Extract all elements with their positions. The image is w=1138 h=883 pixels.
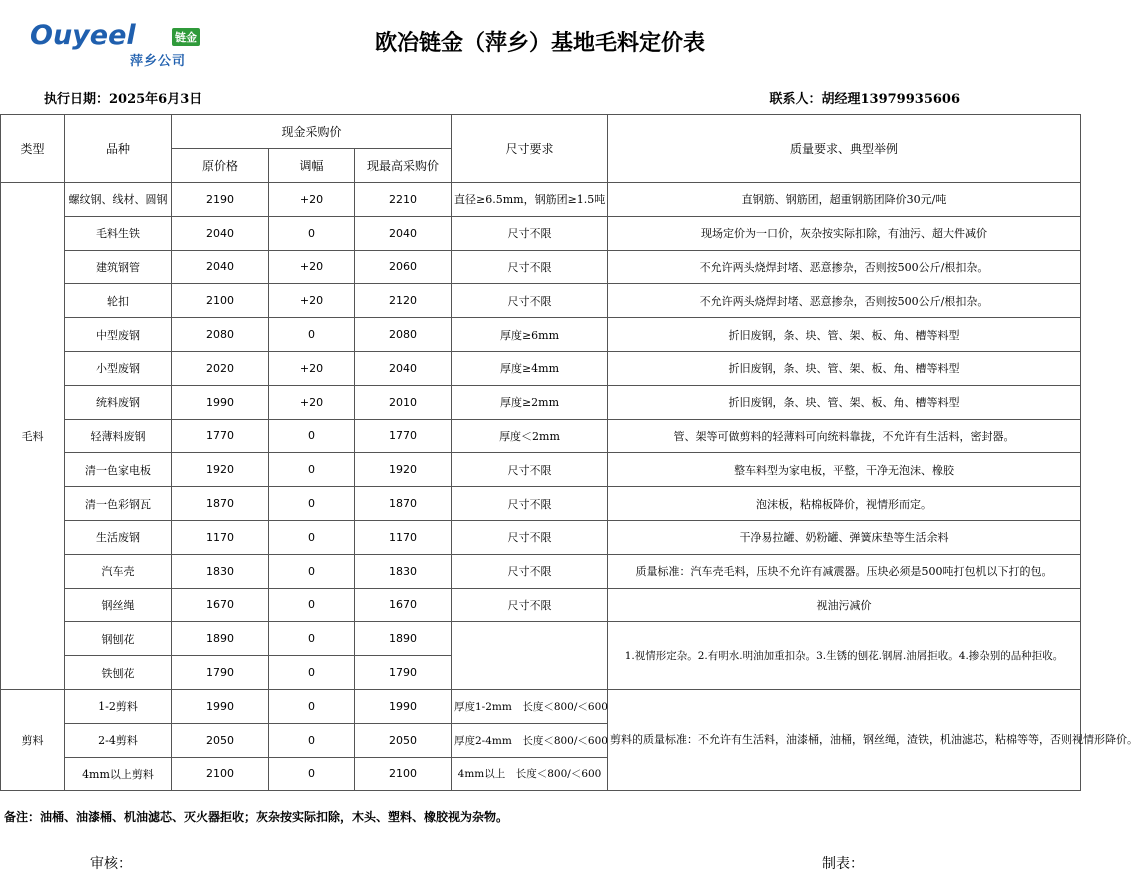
variety-cell: 铁刨花	[65, 656, 172, 690]
adj-cell: 0	[269, 216, 355, 250]
adj-cell: 0	[269, 453, 355, 487]
table-row	[1, 520, 1081, 554]
size-cell: 厚度≥2mm	[452, 385, 608, 419]
max-price-cell: 1830	[355, 554, 452, 588]
adj-cell: +20	[269, 351, 355, 385]
group-maoliao: 毛料	[1, 183, 65, 690]
max-price-cell: 1790	[355, 656, 452, 690]
variety-cell: 毛料生铁	[65, 216, 172, 250]
header-quality-req: 质量要求、典型举例	[608, 115, 1081, 183]
max-price-cell: 1990	[355, 689, 452, 723]
orig-price-cell: 1920	[172, 453, 269, 487]
orig-price-cell: 1170	[172, 520, 269, 554]
adj-cell: 0	[269, 723, 355, 757]
orig-price-cell: 2040	[172, 216, 269, 250]
adj-cell: +20	[269, 250, 355, 284]
max-price-cell: 1670	[355, 588, 452, 622]
orig-price-cell: 2100	[172, 284, 269, 318]
size-cell: 厚度2-4mm 长度＜800/＜600	[452, 723, 608, 757]
orig-price-cell: 1670	[172, 588, 269, 622]
header-type: 类型	[1, 115, 65, 183]
quality-cell: 折旧废钢，条、块、管、架、板、角、槽等料型	[608, 385, 1081, 419]
logo-company: 萍乡公司	[130, 54, 187, 69]
adj-cell: 0	[269, 554, 355, 588]
max-price-cell: 2010	[355, 385, 452, 419]
variety-cell: 轻薄料废钢	[65, 419, 172, 453]
shear-quality-cell: 剪料的质量标准：不允许有生活料，油漆桶，油桶，钢丝绳，渣铁，机油滤芯，粘棉等等，否则视情形降价。	[608, 689, 1081, 790]
adj-cell: 0	[269, 487, 355, 521]
max-price-cell: 2050	[355, 723, 452, 757]
adj-cell: 0	[269, 689, 355, 723]
variety-cell: 钢刨花	[65, 622, 172, 656]
header-cash-price: 现金采购价	[172, 115, 452, 149]
contact-info: 联系人：胡经理13979935606	[769, 92, 960, 107]
table-row	[1, 318, 1081, 352]
adj-cell: 0	[269, 318, 355, 352]
max-price-cell: 2040	[355, 216, 452, 250]
maker-label: 制表：	[822, 856, 864, 872]
header-current-max: 现最高采购价	[355, 149, 452, 183]
table-row	[1, 689, 1081, 723]
table-row	[1, 419, 1081, 453]
size-cell: 4mm以上 长度＜800/＜600	[452, 757, 608, 791]
adj-cell: 0	[269, 757, 355, 791]
table-row	[1, 487, 1081, 521]
header-size-req: 尺寸要求	[452, 115, 608, 183]
variety-cell: 轮扣	[65, 284, 172, 318]
variety-cell: 2-4剪料	[65, 723, 172, 757]
adj-cell: +20	[269, 284, 355, 318]
shavings-quality-cell: 1.视情形定杂。2.有明水.明油加重扣杂。3.生锈的刨花.钢屑.油屑拒收。4.掺杂别的品种拒收。	[608, 622, 1081, 690]
variety-cell: 1-2剪料	[65, 689, 172, 723]
quality-cell: 不允许两头烧焊封堵、恶意掺杂，否则按500公斤/根扣杂。	[608, 284, 1081, 318]
quality-cell: 管、架等可做剪料的轻薄料可向统料靠拢，不允许有生活料，密封器。	[608, 419, 1081, 453]
quality-cell: 不允许两头烧焊封堵、恶意掺杂，否则按500公斤/根扣杂。	[608, 250, 1081, 284]
table-row	[1, 284, 1081, 318]
orig-price-cell: 2080	[172, 318, 269, 352]
orig-price-cell: 1890	[172, 622, 269, 656]
table-row	[1, 622, 1081, 656]
page-title: 欧冶链金（萍乡）基地毛料定价表	[374, 30, 705, 56]
table-row	[1, 216, 1081, 250]
adj-cell: +20	[269, 183, 355, 217]
size-cell: 尺寸不限	[452, 487, 608, 521]
quality-cell: 质量标准：汽车壳毛料，压块不允许有减震器。压块必须是500吨打包机以下打的包。	[608, 554, 1081, 588]
adj-cell: 0	[269, 622, 355, 656]
max-price-cell: 1920	[355, 453, 452, 487]
max-price-cell: 2100	[355, 757, 452, 791]
orig-price-cell: 1770	[172, 419, 269, 453]
adj-cell: 0	[269, 520, 355, 554]
size-cell: 厚度＜2mm	[452, 419, 608, 453]
adj-cell: 0	[269, 656, 355, 690]
variety-cell: 生活废钢	[65, 520, 172, 554]
size-cell: 厚度≥6mm	[452, 318, 608, 352]
variety-cell: 统料废钢	[65, 385, 172, 419]
size-cell: 尺寸不限	[452, 216, 608, 250]
size-cell: 尺寸不限	[452, 588, 608, 622]
header-variety: 品种	[65, 115, 172, 183]
size-cell-empty	[452, 622, 608, 690]
variety-cell: 建筑钢管	[65, 250, 172, 284]
max-price-cell: 1870	[355, 487, 452, 521]
size-cell: 厚度≥4mm	[452, 351, 608, 385]
table-row	[1, 250, 1081, 284]
orig-price-cell: 2020	[172, 351, 269, 385]
quality-cell: 折旧废钢，条、块、管、架、板、角、槽等料型	[608, 351, 1081, 385]
variety-cell: 清一色家电板	[65, 453, 172, 487]
audit-label: 审核：	[90, 856, 132, 872]
execution-date: 执行日期：2025年6月3日	[44, 92, 203, 107]
max-price-cell: 1890	[355, 622, 452, 656]
header-adjustment: 调幅	[269, 149, 355, 183]
max-price-cell: 1170	[355, 520, 452, 554]
table-row	[1, 183, 1081, 217]
adj-cell: 0	[269, 588, 355, 622]
size-cell: 尺寸不限	[452, 250, 608, 284]
variety-cell: 小型废钢	[65, 351, 172, 385]
table-row	[1, 351, 1081, 385]
variety-cell: 螺纹钢、线材、圆钢	[65, 183, 172, 217]
max-price-cell: 2210	[355, 183, 452, 217]
quality-cell: 泡沫板，粘棉板降价，视情形而定。	[608, 487, 1081, 521]
size-cell: 尺寸不限	[452, 453, 608, 487]
pricing-table	[0, 114, 1138, 791]
table-row	[1, 385, 1081, 419]
orig-price-cell: 2100	[172, 757, 269, 791]
header-original-price: 原价格	[172, 149, 269, 183]
quality-cell: 干净易拉罐、奶粉罐、弹簧床垫等生活余料	[608, 520, 1081, 554]
orig-price-cell: 2190	[172, 183, 269, 217]
table-row	[1, 588, 1081, 622]
variety-cell: 中型废钢	[65, 318, 172, 352]
quality-cell: 整车料型为家电板，平整，干净无泡沫、橡胶	[608, 453, 1081, 487]
orig-price-cell: 1990	[172, 385, 269, 419]
size-cell: 厚度1-2mm 长度＜800/＜600	[452, 689, 608, 723]
max-price-cell: 2080	[355, 318, 452, 352]
orig-price-cell: 2040	[172, 250, 269, 284]
variety-cell: 钢丝绳	[65, 588, 172, 622]
variety-cell: 4mm以上剪料	[65, 757, 172, 791]
size-cell: 尺寸不限	[452, 284, 608, 318]
adj-cell: +20	[269, 385, 355, 419]
size-cell: 直径≥6.5mm，钢筋团≥1.5吨	[452, 183, 608, 217]
quality-cell: 现场定价为一口价，灰杂按实际扣除，有油污、超大件减价	[608, 216, 1081, 250]
logo-badge: 链金	[172, 28, 200, 46]
variety-cell: 汽车壳	[65, 554, 172, 588]
table-row	[1, 453, 1081, 487]
adj-cell: 0	[269, 419, 355, 453]
size-cell: 尺寸不限	[452, 520, 608, 554]
orig-price-cell: 1990	[172, 689, 269, 723]
variety-cell: 清一色彩钢瓦	[65, 487, 172, 521]
group-jianliao: 剪料	[1, 689, 65, 790]
max-price-cell: 2040	[355, 351, 452, 385]
orig-price-cell: 1870	[172, 487, 269, 521]
quality-cell: 折旧废钢，条、块、管、架、板、角、槽等料型	[608, 318, 1081, 352]
max-price-cell: 2120	[355, 284, 452, 318]
table-row	[1, 554, 1081, 588]
orig-price-cell: 2050	[172, 723, 269, 757]
quality-cell: 直钢筋、钢筋团，超重钢筋团降价30元/吨	[608, 183, 1081, 217]
remark-note: 备注：油桶、油漆桶、机油滤芯、灭火器拒收；灰杂按实际扣除，木头、塑料、橡胶视为杂物。	[4, 810, 509, 824]
size-cell: 尺寸不限	[452, 554, 608, 588]
max-price-cell: 1770	[355, 419, 452, 453]
logo-brand: Ouyeel	[30, 20, 136, 51]
max-price-cell: 2060	[355, 250, 452, 284]
quality-cell: 视油污减价	[608, 588, 1081, 622]
orig-price-cell: 1790	[172, 656, 269, 690]
orig-price-cell: 1830	[172, 554, 269, 588]
